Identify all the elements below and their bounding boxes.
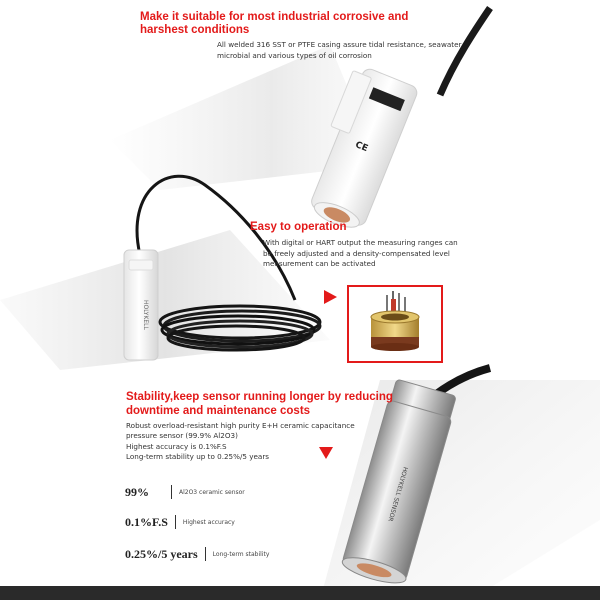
stat-row-stability <box>125 546 269 562</box>
svg-text:CE: CE <box>353 140 370 155</box>
svg-text:HOLYKELL SENSOR: HOLYKELL SENSOR <box>386 465 409 523</box>
section3-line: Robust overload-resistant high purity E+H ceramic capacitance pressure sensor (99.9% Al2O3) <box>126 421 355 441</box>
section3-line: Long-term stability up to 0.25%/5 years <box>126 451 270 461</box>
stat-label: Al2O3 ceramic sensor <box>179 488 245 496</box>
arrow-right-icon <box>322 289 338 305</box>
stat-value: 0.25%/5 years <box>125 546 198 561</box>
footer-bar <box>0 586 600 600</box>
ceramic-core-image <box>347 285 443 363</box>
section2-description: With digital or HART output the measuring ranges can be freely adjusted and a density-compensated level measurement can be activated <box>263 238 458 268</box>
stat-value: 0.1%F.S <box>125 514 168 529</box>
stat-divider <box>205 547 206 561</box>
svg-text:HOLYKELL: HOLYKELL <box>142 300 149 330</box>
stat-label: Long-term stability <box>212 550 270 558</box>
stat-row-purity <box>125 484 245 500</box>
stat-row-accuracy <box>125 514 235 530</box>
stat-divider <box>175 515 176 529</box>
stat-divider <box>171 485 172 499</box>
stat-value: 99% <box>125 484 149 499</box>
section3-description <box>126 421 381 462</box>
section1-title: Make it suitable for most industrial corrosive and harshest conditions <box>140 11 409 36</box>
stat-label: Highest accuracy <box>182 518 235 526</box>
section2-title: Easy to operation <box>250 221 347 233</box>
section3-title: Stability,keep sensor running longer by reducing downtime and maintenance costs <box>126 391 393 417</box>
section3-line: Highest accuracy is 0.1%F.S <box>126 441 227 451</box>
section1-description: All welded 316 SST or PTFE casing assure tidal resistance, seawater microbial and various types of oil corrosion <box>217 40 462 60</box>
